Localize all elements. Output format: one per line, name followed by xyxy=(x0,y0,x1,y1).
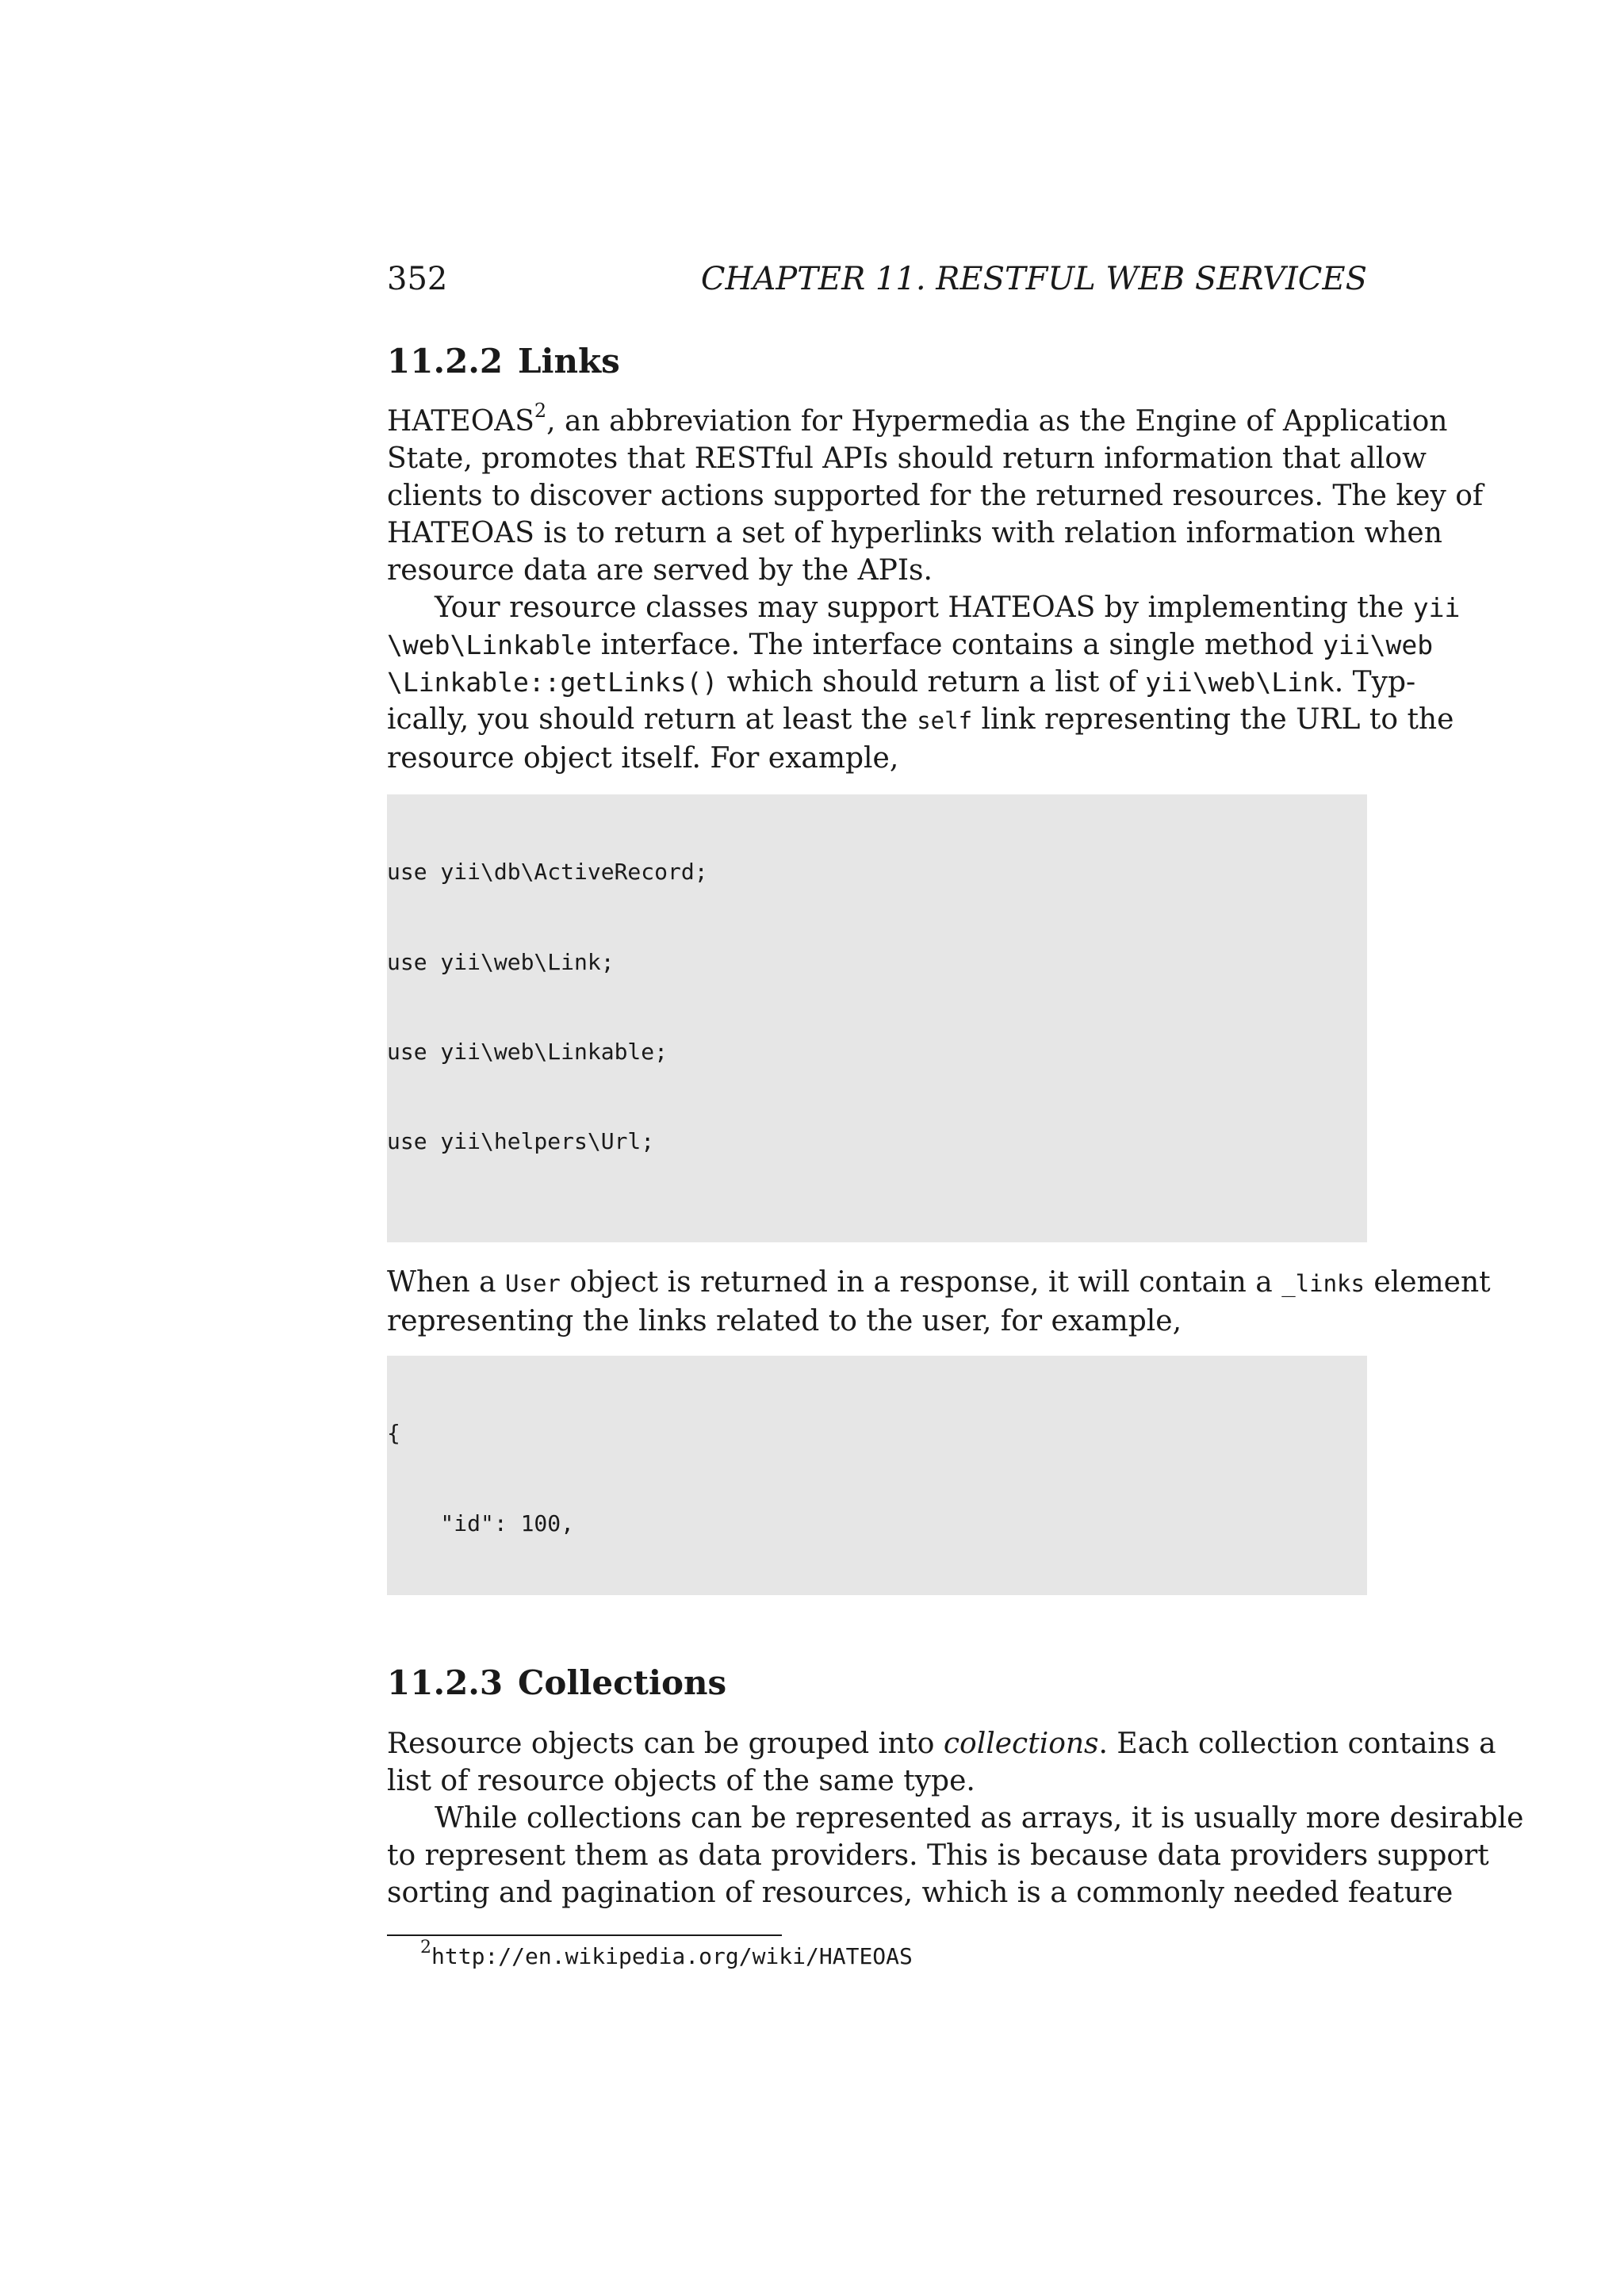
inline-code: yii\web\Link xyxy=(1145,667,1335,698)
footnote xyxy=(420,1937,913,1973)
page-number: 352 xyxy=(387,261,448,297)
inline-code: self xyxy=(917,707,973,734)
section-number: 11.2.3 xyxy=(387,1663,504,1702)
section-heading-collections xyxy=(387,1661,1367,1705)
paragraph-links-element: When a User object is returned in a response, it will contain a _links element representing the links related to the user, for example, xyxy=(387,1266,1491,1337)
footnote-mark: 2 xyxy=(420,1937,431,1957)
paragraph-data-providers: While collections can be represented as arrays, it is usually more desirable to represent them as data providers. This is because data providers support sorting and pagination of resources, which is a commonly needed feature xyxy=(387,1802,1524,1909)
code-line xyxy=(387,1216,1367,1242)
footnote-reference[interactable]: 2 xyxy=(534,400,547,422)
inline-code: User xyxy=(505,1270,561,1297)
section-heading-links xyxy=(387,339,1367,384)
inline-code: yii\web xyxy=(1323,629,1434,660)
paragraph-collections-intro: Resource objects can be grouped into collections. Each collection contains a list of resource objects of the same type. xyxy=(387,1728,1496,1797)
page-header xyxy=(387,257,1367,301)
code-line: use yii\web\Linkable; xyxy=(387,1038,668,1065)
inline-code: _links xyxy=(1281,1270,1365,1297)
paragraph-hateoas-intro: HATEOAS$^2$, an abbreviation for Hypermedia as the Engine of Application State, promotes that RESTful APIs should return information that allow clients to discover actions supported for the returned resources. The key of HATEOAS is to return a set of hyperlinks with relation information when resource data are served by the APIs. xyxy=(387,400,1484,587)
code-block-json-response xyxy=(387,1356,1367,1595)
footnote-url[interactable]: http://en.wikipedia.org/wiki/HATEOAS xyxy=(431,1943,913,1969)
code-line: "id": 100, xyxy=(387,1510,575,1536)
section-title: Links xyxy=(518,342,620,381)
code-line: use yii\web\Link; xyxy=(387,948,615,975)
emphasis-collections: collections xyxy=(943,1728,1099,1760)
footnote-divider xyxy=(387,1934,782,1936)
inline-code: \web\Linkable xyxy=(387,629,592,660)
paragraph-linkable-interface: Your resource classes may support HATEOAS by implementing the yii \web\Linkable interface. The interface contains a single method yii\web \Linkable::getLinks() which should return a list of yii\web\Link. Typ- ically, you should return at least the self link representing the URL to the resource object itself. For example, xyxy=(387,591,1461,775)
section-title: Collections xyxy=(518,1663,727,1702)
term-hateoas: HATEOAS xyxy=(387,405,534,438)
running-chapter-title: CHAPTER 11. RESTFUL WEB SERVICES xyxy=(700,261,1367,297)
code-line: use yii\db\ActiveRecord; xyxy=(387,859,708,886)
code-line: { xyxy=(387,1420,400,1447)
inline-code: yii xyxy=(1412,592,1461,623)
code-line: use yii\helpers\Url; xyxy=(387,1127,655,1154)
section-number: 11.2.2 xyxy=(387,342,504,381)
code-block-user-linkable xyxy=(387,794,1367,1242)
inline-code: \Linkable::getLinks() xyxy=(387,667,718,698)
